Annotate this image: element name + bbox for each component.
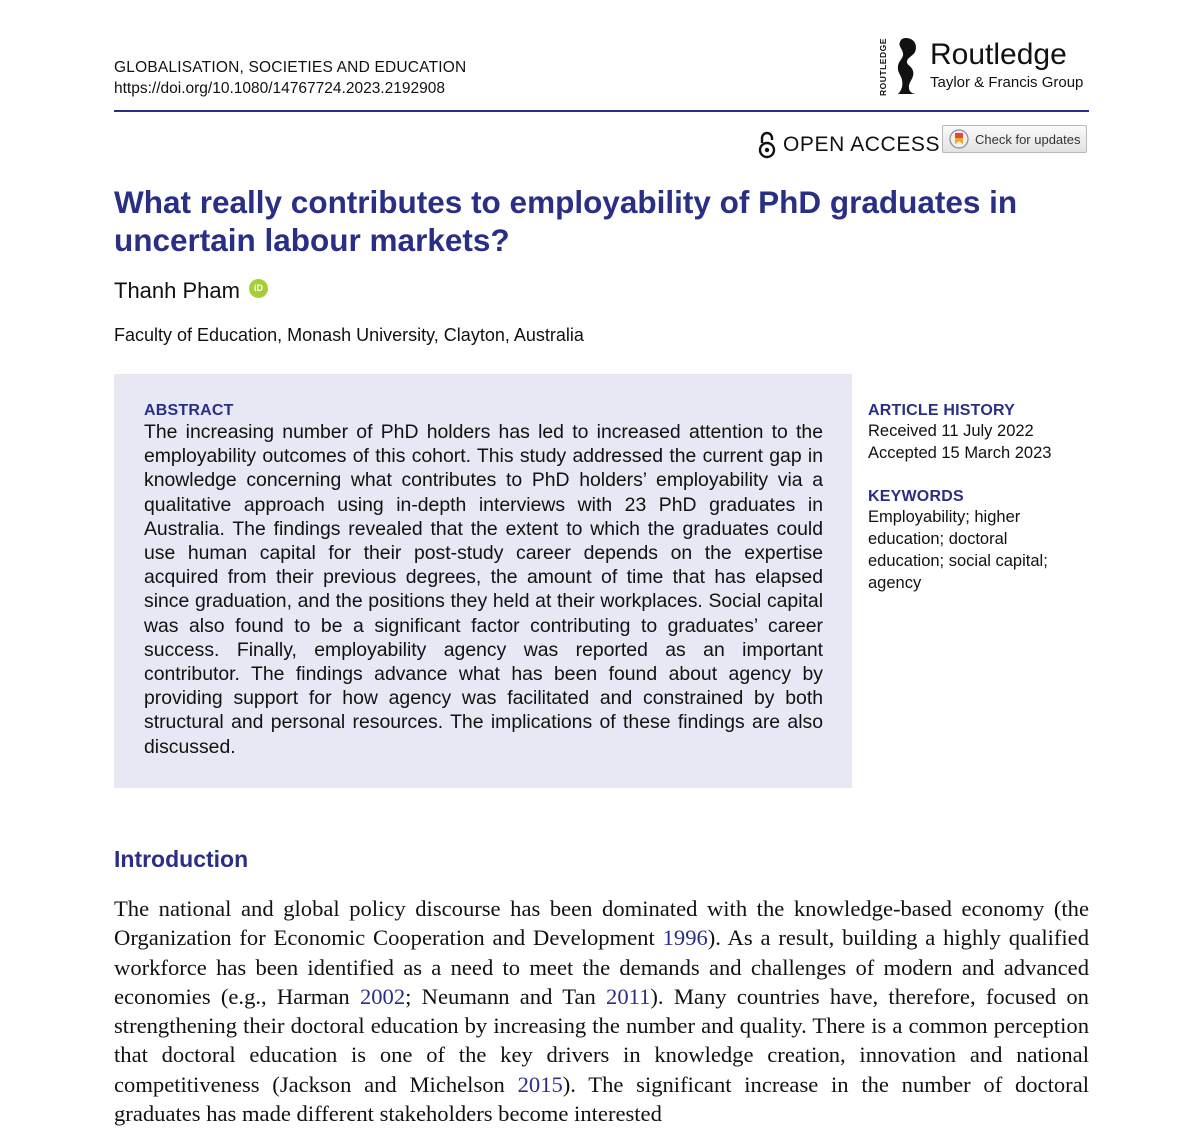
intro-text-segment: The national and global policy discourse has been dominated with the knowledge-based economy (the Organization for Economic Cooperation and Development [114, 896, 1089, 951]
routledge-head-icon [894, 36, 920, 96]
author-affiliation: Faculty of Education, Monash University, Clayton, Australia [114, 325, 584, 345]
author-row [114, 278, 268, 304]
publisher-name: Routledge [930, 38, 1067, 71]
intro-text-segment: ; Neumann and Tan [405, 983, 607, 1009]
publisher-logo[interactable] [878, 36, 1098, 98]
journal-name: GLOBALISATION, SOCIETIES AND EDUCATION [114, 59, 467, 76]
intro-text-segment: ). As a result, building a highly qualified workforce has been identified as a need to meet the demands and challenges of modern and advanced economies (e.g., Harman [114, 925, 1089, 1009]
check-for-updates-label: Check for updates [975, 131, 1081, 147]
abstract-text: The increasing number of PhD holders has led to increased attention to the employability outcomes of this cohort. This study addressed the current gap in knowledge concerning what contributes to PhD holders’ employability via a qualitative approach using in-depth interviews with 23 PhD graduates in Australia. The findings revealed that the extent to which the graduates could use human capital for their post-study career depends on the expertise acquired from their previous degrees, the amount of time that has elapsed since graduation, and the positions they held at their workplaces. Social capital was also found to be a significant factor contributing to graduates’ career success. Finally, employability agency was reported as an important contributor. The findings advance what has been found about agency by providing support for how agency was facilitated and constrained by both structural and personal resources. The implications of these findings are also discussed. [144, 421, 823, 758]
abstract-label: ABSTRACT [144, 402, 234, 419]
doi-link[interactable]: https://doi.org/10.1080/14767724.2023.2192908 [114, 80, 445, 97]
publisher-group: Taylor & Francis Group [930, 74, 1084, 91]
open-access-label: OPEN ACCESS [783, 133, 941, 156]
bookmark-badge-icon [949, 129, 969, 149]
header-rule [114, 110, 1089, 112]
article-title: What really contributes to employability of PhD graduates in uncertain labour markets? [114, 184, 1018, 258]
citation-link[interactable]: 1996 [662, 925, 708, 951]
intro-text-segment: ). Many countries have, therefore, focused on strengthening their doctoral education by increasing the number and quality. There is a common perception that doctoral education is one of the key drivers in knowledge creation, innovation and national competitiveness (Jackson and Michelson [114, 983, 1089, 1097]
introduction-paragraph [114, 894, 1089, 1128]
check-for-updates-button[interactable] [942, 125, 1087, 153]
citation-link[interactable]: 2002 [359, 983, 406, 1009]
keywords-label: KEYWORDS [868, 488, 964, 505]
keywords-section [868, 487, 1083, 594]
introduction-heading: Introduction [114, 846, 249, 872]
article-history-label: ARTICLE HISTORY [868, 402, 1016, 419]
intro-text-segment: ). The significant increase in the number of doctoral graduates has made different stakeholders become interested [114, 1071, 1089, 1127]
article-history [868, 401, 1093, 464]
received-date: Received 11 July 2022 [868, 422, 1034, 440]
open-lock-icon [757, 131, 777, 159]
publisher-vertical-label: ROUTLEDGE [878, 38, 888, 96]
accepted-date: Accepted 15 March 2023 [868, 444, 1052, 462]
citation-link[interactable]: 2011 [606, 983, 651, 1009]
citation-link[interactable]: 2015 [517, 1071, 563, 1097]
author-name[interactable]: Thanh Pham [114, 278, 240, 303]
journal-header [114, 58, 466, 100]
abstract-box [114, 374, 852, 788]
open-access-badge [757, 130, 940, 160]
keywords-text: Employability; higher education; doctoral education; social capital; agency [868, 508, 1048, 592]
orcid-icon[interactable]: iD [249, 279, 268, 298]
